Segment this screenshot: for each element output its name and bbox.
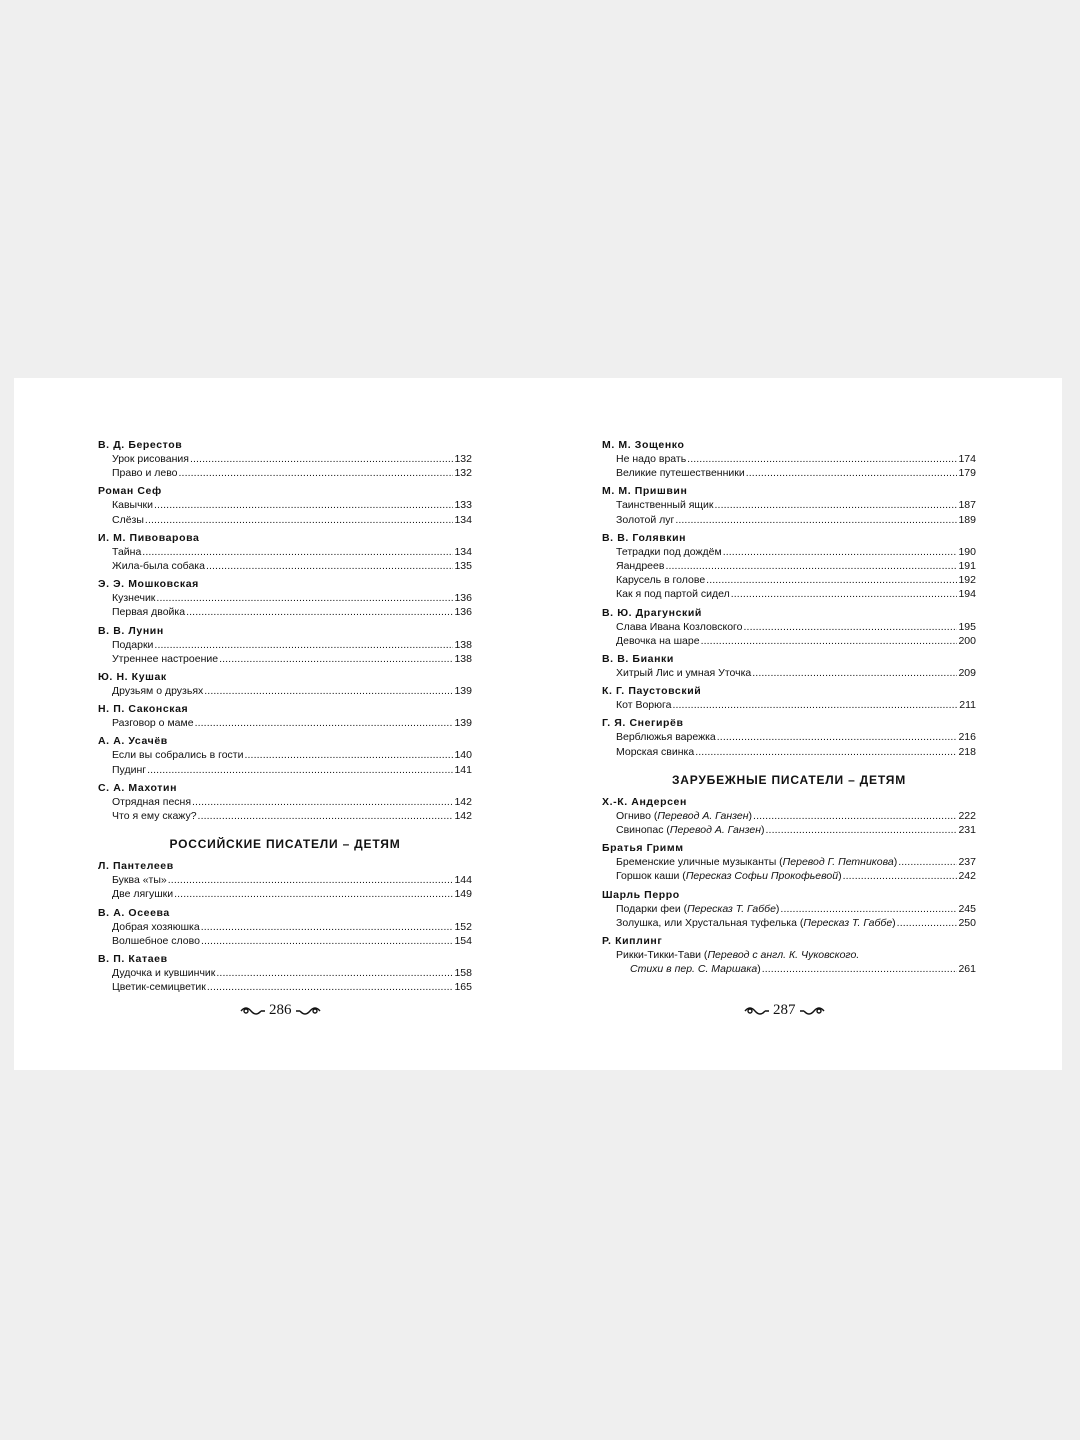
section-title-foreign-writers: ЗАРУБЕЖНЫЕ ПИСАТЕЛИ – ДЕТЯМ bbox=[671, 772, 907, 787]
leader-dots bbox=[190, 452, 454, 466]
toc-entry[interactable] bbox=[602, 513, 976, 527]
page-number: 287 bbox=[773, 1002, 796, 1018]
ornament-left-icon bbox=[240, 1004, 266, 1018]
toc-entry[interactable] bbox=[98, 498, 472, 512]
entry-page-number: 211 bbox=[959, 699, 976, 712]
entry-page-number: 195 bbox=[958, 620, 976, 633]
entry-title: Первая двойка bbox=[112, 606, 186, 619]
toc-entry[interactable] bbox=[98, 920, 472, 934]
entry-title: Огниво bbox=[616, 809, 651, 822]
leader-dots bbox=[198, 809, 454, 823]
entry-page-number: 200 bbox=[958, 634, 976, 647]
entry-page-number: 136 bbox=[454, 606, 472, 619]
author-name: Н. П. Саконская bbox=[98, 703, 189, 716]
leader-dots bbox=[204, 684, 453, 698]
entry-page-number: 136 bbox=[454, 592, 472, 605]
leader-dots bbox=[174, 887, 453, 901]
toc-entry[interactable]: Огниво (Перевод А. Ганзен) . . . 222 bbox=[602, 809, 976, 823]
entry-page-number: 191 bbox=[958, 560, 976, 573]
toc-entry[interactable] bbox=[602, 620, 976, 634]
entry-page-number: 142 bbox=[454, 810, 472, 823]
entry-page-number: 141 bbox=[454, 763, 472, 776]
leader-dots bbox=[898, 855, 957, 869]
entry-page-number: 218 bbox=[958, 745, 976, 758]
entry-title: Дудочка и кувшинчик bbox=[112, 967, 216, 980]
entry-page-number: 237 bbox=[958, 856, 976, 869]
entry-title: Хитрый Лис и умная Уточка bbox=[616, 667, 752, 680]
left-page bbox=[98, 434, 472, 994]
toc-entry[interactable] bbox=[602, 573, 976, 587]
entry-title: Не надо врать bbox=[616, 453, 687, 465]
toc-entry[interactable] bbox=[602, 587, 976, 601]
leader-dots bbox=[766, 823, 958, 837]
toc-entry[interactable] bbox=[98, 513, 472, 527]
toc-entry[interactable] bbox=[602, 559, 976, 573]
leader-dots bbox=[147, 763, 453, 777]
page-number-left bbox=[240, 1002, 321, 1019]
author-name: Г. Я. Снегирёв bbox=[602, 717, 684, 730]
leader-dots bbox=[731, 587, 958, 601]
entry-page-number: 134 bbox=[454, 513, 472, 526]
entry-page-number: 209 bbox=[958, 667, 976, 680]
entry-page-number: 179 bbox=[958, 467, 976, 480]
entry-page-number: 192 bbox=[958, 574, 976, 587]
leader-dots bbox=[186, 605, 453, 619]
leader-dots bbox=[780, 902, 957, 916]
leader-dots bbox=[746, 466, 958, 480]
entry-page-number: 152 bbox=[454, 920, 472, 933]
author-name: В. В. Лунин bbox=[98, 624, 164, 637]
author-name: И. М. Пивоварова bbox=[98, 531, 200, 544]
leader-dots bbox=[706, 573, 957, 587]
leader-dots bbox=[206, 559, 454, 573]
entry-page-number: 187 bbox=[958, 499, 976, 512]
entry-title: Горшок каши bbox=[616, 870, 680, 883]
entry-page-number: 158 bbox=[454, 967, 472, 980]
entry-page-number: 132 bbox=[454, 467, 472, 480]
leader-dots bbox=[145, 513, 454, 527]
toc-entry[interactable] bbox=[98, 873, 472, 887]
leader-dots bbox=[207, 980, 454, 994]
entry-title: Цветик-семицветик bbox=[112, 981, 206, 994]
author-name: А. А. Усачёв bbox=[98, 735, 168, 748]
right-toc-list-2 bbox=[602, 795, 976, 977]
author-name: М. М. Зощенко bbox=[602, 439, 685, 451]
book-spread bbox=[14, 378, 1062, 1070]
toc-entry[interactable] bbox=[98, 809, 472, 823]
entry-title: Если вы собрались в гости bbox=[112, 749, 244, 762]
author-name: Э. Э. Мошковская bbox=[98, 578, 199, 591]
entry-page-number: 134 bbox=[454, 545, 472, 558]
entry-page-number: 194 bbox=[958, 588, 976, 601]
leader-dots bbox=[142, 545, 453, 559]
entry-title: Свинопас bbox=[616, 824, 664, 837]
toc-entry[interactable] bbox=[602, 634, 976, 648]
entry-page-number: 189 bbox=[958, 513, 976, 526]
entry-title: Золотой луг bbox=[616, 513, 675, 526]
entry-title: Тетрадки под дождём bbox=[616, 545, 722, 558]
entry-translator-note: Стихи в пер. С. Маршака bbox=[630, 963, 758, 976]
entry-title: Кавычки bbox=[112, 499, 154, 512]
entry-page-number: 190 bbox=[958, 545, 976, 558]
leader-dots bbox=[168, 873, 454, 887]
leader-dots bbox=[675, 513, 957, 527]
toc-entry[interactable] bbox=[602, 730, 976, 744]
left-toc-list bbox=[98, 438, 472, 823]
toc-entry[interactable] bbox=[98, 452, 472, 466]
toc-entry[interactable] bbox=[98, 559, 472, 573]
toc-entry[interactable] bbox=[98, 605, 472, 619]
toc-entry[interactable] bbox=[98, 887, 472, 901]
toc-entry[interactable] bbox=[98, 748, 472, 762]
author-name: Х.-К. Андерсен bbox=[602, 795, 687, 808]
entry-page-number: 139 bbox=[454, 717, 472, 730]
entry-title: Слёзы bbox=[112, 513, 144, 526]
entry-translator-note: Перевод Г. Петникова bbox=[782, 856, 894, 869]
toc-entry[interactable] bbox=[98, 591, 472, 605]
entry-page-number: 154 bbox=[454, 934, 472, 947]
entry-page-number: 231 bbox=[958, 824, 976, 837]
leader-dots bbox=[687, 452, 957, 466]
toc-entry[interactable] bbox=[98, 980, 472, 994]
entry-page-number: 149 bbox=[454, 888, 472, 901]
entry-title: Великие путешественники bbox=[616, 467, 745, 480]
leader-dots bbox=[219, 652, 453, 666]
right-page bbox=[602, 434, 976, 976]
entry-page-number: 216 bbox=[958, 731, 976, 744]
entry-title: Морская свинка bbox=[616, 745, 695, 758]
entry-page-number: 132 bbox=[454, 453, 472, 465]
entry-title: Кузнечик bbox=[112, 592, 156, 605]
entry-title: Верблюжья варежка bbox=[616, 731, 716, 744]
leader-dots bbox=[897, 916, 958, 930]
toc-entry[interactable]: Бременские уличные музыканты (Перевод Г. Петникова) . . . 237 bbox=[602, 855, 976, 869]
toc-entry[interactable] bbox=[602, 452, 976, 466]
entry-title: Подарки bbox=[112, 638, 154, 651]
left-toc-list-2 bbox=[98, 859, 472, 994]
author-name: В. Ю. Драгунский bbox=[602, 606, 702, 619]
entry-title: Рикки-Тикки-Тави bbox=[616, 949, 702, 962]
page-number-right bbox=[744, 1002, 825, 1019]
leader-dots bbox=[244, 748, 453, 762]
entry-title: Слава Ивана Козловского bbox=[616, 620, 743, 633]
entry-title: Карусель в голове bbox=[616, 574, 706, 587]
leader-dots bbox=[201, 920, 454, 934]
leader-dots bbox=[701, 634, 958, 648]
toc-entry[interactable] bbox=[98, 638, 472, 652]
right-toc-list bbox=[602, 438, 976, 759]
author-name: Р. Киплинг bbox=[602, 935, 663, 948]
toc-entry[interactable] bbox=[98, 966, 472, 980]
entry-title: Кот Ворюга bbox=[616, 699, 672, 712]
entry-page-number: 133 bbox=[454, 499, 472, 512]
entry-translator-note: Перевод с англ. К. Чуковского. bbox=[707, 949, 860, 962]
entry-title: Как я под партой сидел bbox=[616, 588, 730, 601]
entry-title: Волшебное слово bbox=[112, 934, 200, 947]
author-name: В. А. Осеева bbox=[98, 906, 170, 919]
entry-page-number: 138 bbox=[454, 652, 472, 665]
ornament-left-icon bbox=[744, 1004, 770, 1018]
entry-title: Пудинг bbox=[112, 763, 147, 776]
entry-translator-note: Пересказ Т. Габбе bbox=[687, 902, 776, 915]
entry-title: Две лягушки bbox=[112, 888, 174, 901]
leader-dots bbox=[665, 559, 957, 573]
entry-title: Добрая хозяюшка bbox=[112, 920, 200, 933]
toc-entry[interactable] bbox=[602, 666, 976, 680]
author-name: Роман Сеф bbox=[98, 485, 162, 498]
entry-translator-note: Пересказ Т. Габбе bbox=[803, 916, 893, 929]
toc-entry[interactable] bbox=[602, 745, 976, 759]
entry-title: Урок рисования bbox=[112, 453, 189, 465]
leader-dots bbox=[154, 498, 453, 512]
entry-page-number: 222 bbox=[958, 809, 976, 822]
leader-dots bbox=[744, 620, 958, 634]
leader-dots bbox=[695, 745, 957, 759]
leader-dots bbox=[752, 666, 957, 680]
entry-title: Что я ему скажу? bbox=[112, 810, 197, 823]
entry-title: Буква «ты» bbox=[112, 874, 167, 887]
section-title-russian-writers: РОССИЙСКИЕ ПИСАТЕЛИ – ДЕТЯМ bbox=[169, 837, 401, 852]
entry-translator-note: Перевод А. Ганзен bbox=[657, 809, 749, 822]
entry-title: Разговор о маме bbox=[112, 717, 194, 730]
entry-page-number: 142 bbox=[454, 795, 472, 808]
author-name: С. А. Махотин bbox=[98, 781, 178, 794]
entry-translator-note: Перевод А. Ганзен bbox=[669, 824, 762, 837]
leader-dots bbox=[195, 716, 454, 730]
leader-dots bbox=[723, 545, 958, 559]
entry-page-number: 139 bbox=[454, 685, 472, 698]
toc-entry[interactable] bbox=[98, 684, 472, 698]
toc-entry[interactable] bbox=[602, 698, 976, 712]
entry-title: Отрядная песня bbox=[112, 795, 192, 808]
toc-entry[interactable]: Свинопас (Перевод А. Ганзен) . . . 231 bbox=[602, 823, 976, 837]
author-name: В. В. Голявкин bbox=[602, 531, 687, 544]
entry-page-number: 135 bbox=[454, 560, 472, 573]
entry-title: Тайна bbox=[112, 545, 142, 558]
author-name: В. Д. Берестов bbox=[98, 439, 183, 451]
leader-dots bbox=[715, 498, 958, 512]
toc-entry[interactable] bbox=[98, 934, 472, 948]
toc-entry[interactable]: Подарки феи (Пересказ Т. Габбе) . . . 245 bbox=[602, 902, 976, 916]
leader-dots bbox=[717, 730, 958, 744]
author-name: К. Г. Паустовский bbox=[602, 685, 702, 698]
entry-page-number: 245 bbox=[958, 902, 976, 915]
entry-page-number: 261 bbox=[958, 963, 976, 976]
entry-page-number: 250 bbox=[958, 916, 976, 929]
entry-title: Друзьям о друзьях bbox=[112, 685, 204, 698]
entry-title: Подарки феи bbox=[616, 902, 681, 915]
entry-title: Жила-была собака bbox=[112, 560, 205, 573]
entry-title: Утреннее настроение bbox=[112, 652, 219, 665]
entry-title: Право и лево bbox=[112, 467, 178, 480]
entry-title: Бременские уличные музыканты bbox=[616, 856, 777, 869]
entry-page-number: 144 bbox=[454, 874, 472, 887]
leader-dots bbox=[672, 698, 958, 712]
leader-dots bbox=[753, 809, 957, 823]
toc-entry[interactable]: Горшок каши (Пересказ Софьи Прокофьевой) . . . 242 bbox=[602, 869, 976, 883]
toc-entry[interactable]: Рикки-Тикки-Тави (Перевод с англ. К. Чуковского. Стихи в пер. С. Маршака) . . . 261 bbox=[602, 948, 976, 976]
toc-entry[interactable] bbox=[98, 652, 472, 666]
toc-entry[interactable] bbox=[602, 466, 976, 480]
toc-entry[interactable] bbox=[98, 763, 472, 777]
author-name: В. П. Катаев bbox=[98, 953, 168, 966]
entry-page-number: 174 bbox=[958, 453, 976, 465]
entry-translator-note: Пересказ Софьи Прокофьевой bbox=[685, 870, 839, 883]
toc-entry[interactable] bbox=[602, 498, 976, 512]
entry-title: Девочка на шаре bbox=[616, 634, 700, 647]
toc-entry[interactable]: Золушка, или Хрустальная туфелька (Пересказ Т. Габбе) . . . 250 bbox=[602, 916, 976, 930]
entry-page-number: 165 bbox=[454, 981, 472, 994]
leader-dots bbox=[201, 934, 454, 948]
entry-page-number: 138 bbox=[454, 638, 472, 651]
toc-entry[interactable] bbox=[98, 545, 472, 559]
entry-title: Яандреев bbox=[616, 560, 665, 573]
author-name: Шарль Перро bbox=[602, 888, 680, 901]
author-name: Ю. Н. Кушак bbox=[98, 671, 167, 684]
author-name: М. М. Пришвин bbox=[602, 485, 688, 498]
entry-title: Таинственный ящик bbox=[616, 499, 714, 512]
leader-dots bbox=[154, 638, 453, 652]
entry-page-number: 140 bbox=[454, 749, 472, 762]
page-number: 286 bbox=[269, 1002, 292, 1018]
toc-entry[interactable] bbox=[98, 716, 472, 730]
leader-dots bbox=[192, 795, 453, 809]
entry-page-number: 242 bbox=[958, 870, 976, 883]
author-name: В. В. Бианки bbox=[602, 653, 674, 666]
ornament-right-icon bbox=[295, 1004, 321, 1018]
toc-entry[interactable] bbox=[98, 466, 472, 480]
entry-title: Золушка, или Хрустальная туфелька bbox=[616, 916, 797, 929]
leader-dots bbox=[843, 869, 958, 883]
ornament-right-icon bbox=[799, 1004, 825, 1018]
toc-entry[interactable] bbox=[98, 795, 472, 809]
leader-dots bbox=[762, 962, 958, 976]
leader-dots bbox=[216, 966, 453, 980]
leader-dots bbox=[179, 466, 454, 480]
author-name: Братья Гримм bbox=[602, 842, 684, 855]
leader-dots bbox=[156, 591, 453, 605]
author-name: Л. Пантелеев bbox=[98, 860, 174, 873]
toc-entry[interactable] bbox=[602, 545, 976, 559]
